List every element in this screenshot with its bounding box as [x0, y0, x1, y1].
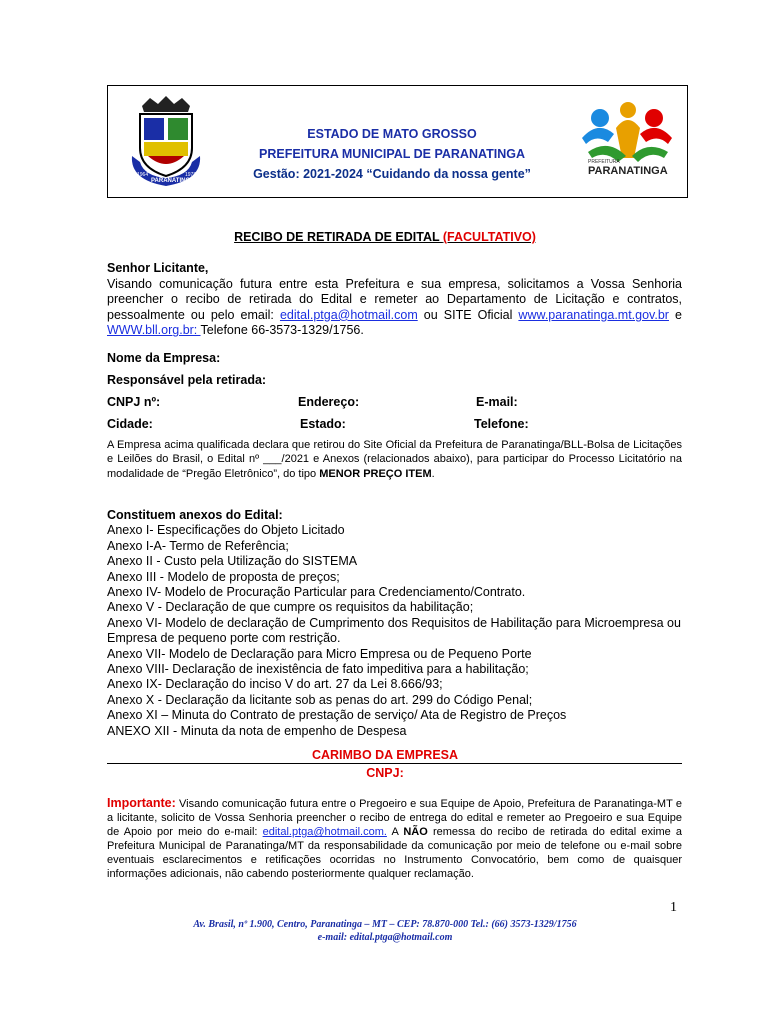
field-address: Endereço:	[298, 395, 360, 409]
intro-text: e	[668, 307, 682, 322]
footer-email-prefix: e-mail:	[317, 932, 350, 943]
salutation: Senhor Licitante,	[107, 261, 209, 275]
field-cnpj: CNPJ nº:	[107, 395, 161, 409]
list-item: Anexo X - Declaração da licitante sob as penas do art. 299 do Código Penal;	[107, 692, 533, 707]
list-item: Anexo VI- Modelo de declaração de Cumprimento dos Requisitos de Habilitação para Microempresa ou Empresa de pequeno porte com restrição.	[107, 615, 681, 646]
title-optional: (FACULTATIVO)	[442, 230, 536, 244]
field-company-name: Nome da Empresa:	[107, 351, 221, 365]
list-item: Anexo IV- Modelo de Procuração Particular para Credenciamento/Contrato.	[107, 585, 526, 600]
footer-email-line	[0, 931, 770, 944]
intro-text: Telefone 66-3573-1329/1756.	[200, 323, 364, 338]
field-responsible: Responsável pela retirada:	[107, 373, 267, 387]
list-item: Anexo II - Custo pela Utilização do SISTEMA	[107, 554, 358, 569]
field-email: E-mail:	[476, 395, 518, 409]
intro-text: Visando comunicação futura entre esta Prefeitura e sua empresa, solicitamos a Vossa Senhoria preencher o recibo de retirada do Edital e remeter ao Departamento de Licitação e contratos, pessoalmente ou pelo email:	[107, 276, 682, 322]
field-phone: Telefone:	[474, 417, 529, 431]
list-item: Anexo I-A- Termo de Referência;	[107, 538, 289, 553]
letterhead-box	[107, 85, 688, 198]
page-number: 1	[670, 900, 677, 915]
letterhead-text	[212, 124, 572, 184]
divider	[107, 763, 682, 764]
declaration-end: .	[431, 467, 435, 480]
title-main: RECIBO DE RETIRADA DE EDITAL	[234, 230, 443, 244]
page-footer	[0, 918, 770, 944]
declaration-text: A Empresa acima qualificada declara que retirou do Site Oficial da Prefeitura de Paranatinga/BLL-Bolsa de Licitações e Leilões do Brasil, o Edital nº ___/2021 e Anexos (relacionados abaixo), para participar do Processo Licitatório na modalidade de “Pregão Eletrônico”, do tipo	[107, 439, 682, 480]
logo-text: PARANATINGA	[588, 165, 668, 177]
municipal-crest-icon	[130, 96, 202, 188]
intro-text: ou SITE Oficial	[417, 307, 519, 322]
state-name: ESTADO DE MATO GROSSO	[307, 127, 477, 141]
company-stamp-label: CARIMBO DA EMPRESA	[311, 748, 459, 762]
footer-email-link[interactable]: edital.ptga@hotmail.com	[349, 932, 453, 943]
email-link[interactable]: edital.ptga@hotmail.com.	[262, 826, 387, 839]
annex-list-title: Constituem anexos do Edital:	[107, 508, 283, 522]
site-link-prefeitura[interactable]: www.paranatinga.mt.gov.br	[518, 307, 669, 322]
footer-address: Av. Brasil, nº 1.900, Centro, Paranatinga – MT – CEP: 78.870-000 Tel.: (66) 3573-1329/1756	[193, 919, 577, 930]
important-label: Importante:	[107, 796, 176, 810]
crest-year-left: 1964	[137, 172, 149, 178]
list-item: Anexo I- Especificações do Objeto Licitado	[107, 523, 345, 538]
administration-slogan: Gestão: 2021-2024 “Cuidando da nossa gente”	[253, 167, 531, 181]
paranatinga-logo-icon	[578, 98, 676, 186]
crest-name: PARANATINGA	[151, 178, 195, 184]
list-item: Anexo XI – Minuta do Contrato de prestação de serviço/ Ata de Registro de Preços	[107, 708, 567, 723]
list-item: ANEXO XII - Minuta da nota de empenho de Despesa	[107, 723, 407, 738]
crest-year-right: 1978	[185, 172, 197, 178]
prefecture-name: PREFEITURA MUNICIPAL DE PARANATINGA	[259, 147, 525, 161]
list-item: Anexo IX- Declaração do inciso V do art. 27 da Lei 8.666/93;	[107, 677, 443, 692]
list-item: Anexo V - Declaração de que cumpre os requisitos da habilitação;	[107, 600, 474, 615]
logo-small-text: PREFEITURA	[588, 159, 620, 165]
important-text: Visando comunicação futura entre o Pregoeiro e sua Equipe de Apoio, Prefeitura de Paranatinga-MT e a licitante, solicito de Vossa Senhoria preencher o recibo de entrega do edital e remeter ao Pregoeiro e sua Equipe de Apoio por meio do e-mail:	[107, 798, 682, 839]
list-item: Anexo VII- Modelo de Declaração para Micro Empresa ou de Pequeno Porte	[107, 646, 532, 661]
email-link[interactable]: edital.ptga@hotmail.com	[279, 307, 418, 322]
intro-paragraph	[107, 261, 682, 339]
field-city: Cidade:	[107, 417, 153, 431]
important-text: A	[386, 826, 404, 839]
annex-list	[107, 508, 682, 739]
declaration-paragraph	[107, 438, 682, 481]
important-bold: NÃO	[403, 826, 428, 839]
list-item: Anexo III - Modelo de proposta de preços;	[107, 569, 340, 584]
declaration-bold: MENOR PREÇO ITEM	[319, 467, 432, 480]
site-link-bll[interactable]: WWW.bll.org.br:	[107, 323, 201, 338]
list-item: Anexo VIII- Declaração de inexistência de fato impeditiva para a habilitação;	[107, 662, 529, 677]
field-state: Estado:	[300, 417, 346, 431]
document-title	[0, 230, 770, 244]
important-text: remessa do recibo de retirada do edital exime a Prefeitura Municipal de Paranatinga/MT da responsabilidade da comunicação por meio de telefone ou e-mail sobre eventuais esclarecimentos e retificações ocorridas no Instrumento Convocatório, bem como de quaisquer informações adicionais, não cabendo posteriormente qualquer reclamação.	[107, 826, 682, 881]
stamp-cnpj-label: CNPJ:	[366, 766, 404, 780]
important-note	[107, 796, 682, 882]
